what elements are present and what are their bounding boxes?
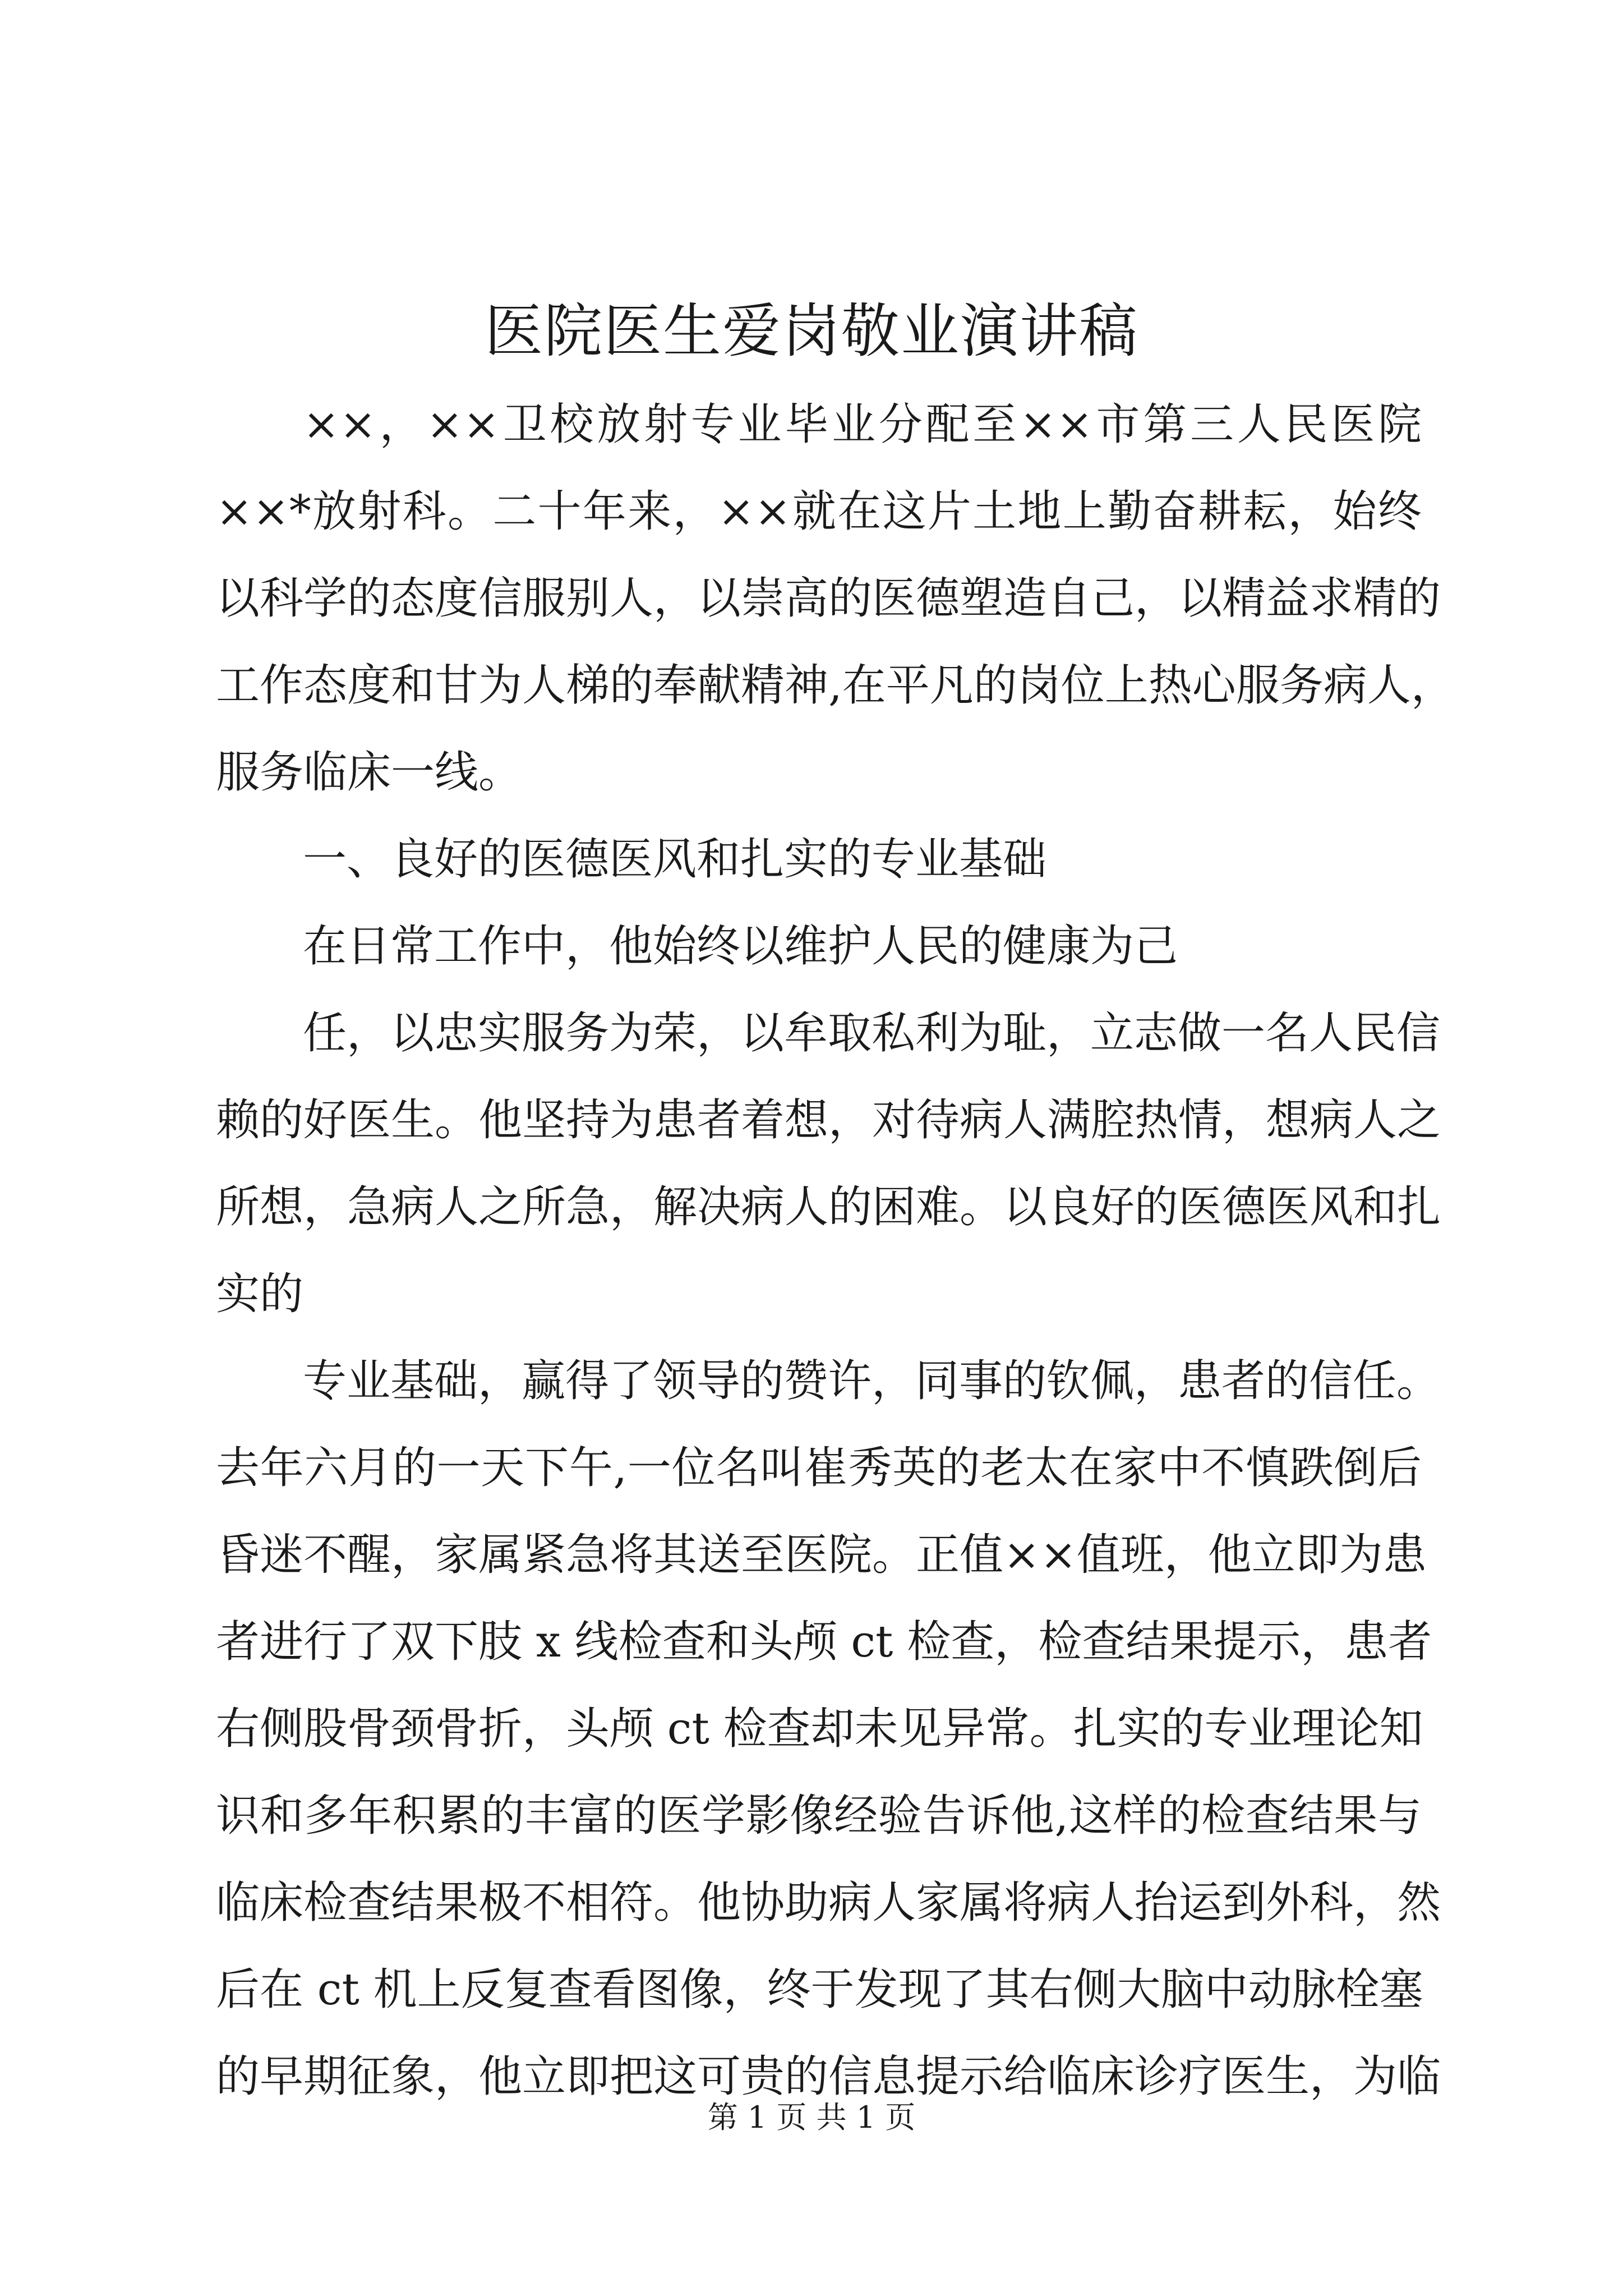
text-line: 任，以忠实服务为荣，以牟取私利为耻，立志做一名人民信 bbox=[303, 1008, 1441, 1059]
document-title: 医院医生爱岗敬业演讲稿 bbox=[484, 297, 1138, 365]
text-line: 识和多年积累的丰富的医学影像经验告诉他,这样的检查结果与 bbox=[216, 1791, 1422, 1841]
text-line: 右侧股骨颈骨折，头颅 ct 检查却未见异常。扎实的专业理论知 bbox=[216, 1704, 1423, 1754]
page-footer: 第 1 页 共 1 页 bbox=[707, 2100, 916, 2135]
text-line: 昏迷不醒，家属紧急将其送至医院。正值××值班，他立即为患 bbox=[216, 1530, 1427, 1580]
text-line: 临床检查结果极不相符。他协助病人家属将病人抬运到外科，然 bbox=[216, 1878, 1441, 1928]
text-line: 一、良好的医德医风和扎实的专业基础 bbox=[303, 834, 1047, 885]
text-line: 在日常工作中，他始终以维护人民的健康为己 bbox=[303, 921, 1178, 972]
text-line: 工作态度和甘为人梯的奉献精神,在平凡的岗位上热心服务病人， bbox=[216, 660, 1455, 711]
text-line: 去年六月的一天下午,一位名叫崔秀英的老太在家中不慎跌倒后 bbox=[216, 1443, 1422, 1493]
text-line: ××，××卫校放射专业毕业分配至××市第三人民医院 bbox=[303, 399, 1422, 450]
document-body bbox=[216, 381, 1455, 2120]
text-line: 者进行了双下肢 x 线检查和头颅 ct 检查，检查结果提示，患者 bbox=[216, 1617, 1432, 1667]
text-line: 以科学的态度信服别人，以崇高的医德塑造自己，以精益求精的 bbox=[216, 573, 1441, 624]
text-line: 服务临床一线。 bbox=[216, 747, 523, 798]
text-line: 专业基础，赢得了领导的赞许，同事的钦佩，患者的信任。 bbox=[303, 1356, 1441, 1406]
text-line: ××*放射科。二十年来，××就在这片土地上勤奋耕耘，始终 bbox=[216, 486, 1422, 537]
text-line: 后在 ct 机上反复查看图像，终于发现了其右侧大脑中动脉栓塞 bbox=[216, 1964, 1423, 2015]
text-line: 实的 bbox=[216, 1269, 304, 1319]
text-line: 所想，急病人之所急，解决病人的困难。以良好的医德医风和扎 bbox=[216, 1182, 1441, 1232]
text-line: 的早期征象，他立即把这可贵的信息提示给临床诊疗医生，为临 bbox=[216, 2051, 1441, 2102]
text-line: 赖的好医生。他坚持为患者着想，对待病人满腔热情，想病人之 bbox=[216, 1095, 1441, 1145]
